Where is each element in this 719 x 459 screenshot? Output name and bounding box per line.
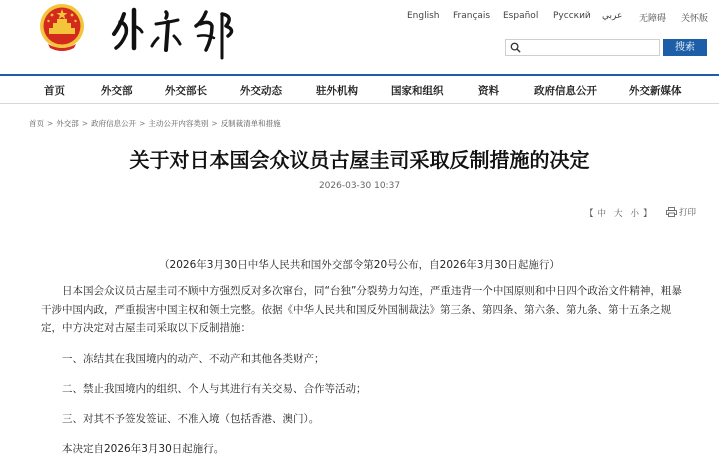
print-label: 打印 (679, 208, 697, 218)
article-subtitle: （2026年3月30日中华人民共和国外交部令第20号公布，自2026年3月30日起施行） (159, 259, 560, 271)
breadcrumb (29, 118, 281, 129)
print-button[interactable] (666, 206, 696, 218)
nav-home[interactable]: 首页 (44, 85, 65, 97)
lang-english[interactable]: English (407, 11, 440, 21)
font-size-small[interactable]: 小 (630, 209, 640, 219)
accessibility-link[interactable]: 无障碍 (639, 14, 667, 24)
breadcrumb-sanctions[interactable]: 反制裁清单和措施 (220, 119, 281, 128)
measure-item-2: 二、禁止我国境内的组织、个人与其进行有关交易、合作等活动； (62, 383, 367, 395)
main-nav (0, 74, 719, 104)
measure-item-1: 一、冻结其在我国境内的动产、不动产和其他各类财产； (62, 353, 325, 365)
lang-french[interactable]: Français (453, 11, 491, 21)
site-header (0, 0, 719, 68)
nav-missions-abroad[interactable]: 驻外机构 (316, 85, 358, 97)
nav-new-media[interactable]: 外交新媒体 (629, 85, 682, 97)
language-bar (400, 11, 711, 25)
nav-ministry[interactable]: 外交部 (101, 85, 133, 97)
breadcrumb-separator: > (47, 119, 54, 128)
lang-spanish[interactable]: Español (503, 11, 539, 21)
nav-resources[interactable]: 资料 (478, 85, 499, 97)
measure-item-3: 三、对其不予签发签证、不准入境（包括香港、澳门）。 (62, 413, 320, 425)
bracket-close: 】 (643, 209, 652, 219)
printer-icon (666, 207, 677, 217)
nav-gov-info[interactable]: 政府信息公开 (534, 85, 597, 97)
font-size-controls (585, 207, 652, 219)
article-closing: 本决定自2026年3月30日起施行。 (62, 443, 225, 455)
breadcrumb-separator: > (211, 119, 218, 128)
article-intro-paragraph: 日本国会众议员古屋圭司不顾中方强烈反对多次窜台，同“台独”分裂势力勾连，严重违背一个中国原则和中日四个政治文件精神，粗暴干涉中国内政，严重损害中国主权和领土完整。依据《中华人民共和国反外国制裁法》第三条、第四条、第六条、第九条、第十五条之规定，中方决定对古屋圭司采取以下反制措施： (41, 285, 682, 334)
breadcrumb-ministry[interactable]: 外交部 (56, 119, 79, 128)
font-size-medium[interactable]: 中 (597, 209, 607, 219)
search-button[interactable]: 搜索 (663, 39, 707, 56)
breadcrumb-separator: > (139, 119, 146, 128)
article-date: 2026-03-30 10:37 (318, 181, 401, 191)
breadcrumb-category[interactable]: 主动公开内容类别 (148, 119, 209, 128)
lang-arabic[interactable]: عربي (602, 11, 623, 21)
breadcrumb-gov-info[interactable]: 政府信息公开 (91, 119, 137, 128)
search-box (505, 39, 660, 56)
nav-diplomatic-news[interactable]: 外交动态 (240, 85, 282, 97)
article-title: 关于对日本国会众议员古屋圭司采取反制措施的决定 (129, 148, 590, 172)
font-size-large[interactable]: 大 (614, 209, 623, 219)
search-icon (510, 42, 521, 53)
breadcrumb-separator: > (81, 119, 89, 128)
bracket-open: 【 (585, 209, 594, 219)
lang-russian[interactable]: Русский (553, 11, 591, 21)
nav-countries-orgs[interactable]: 国家和组织 (391, 85, 444, 97)
ministry-calligraphy-logo[interactable] (108, 4, 246, 60)
nav-minister[interactable]: 外交部长 (165, 85, 207, 97)
national-emblem-logo[interactable] (38, 2, 86, 54)
search-input[interactable] (524, 40, 656, 55)
breadcrumb-home[interactable]: 首页 (29, 119, 44, 128)
elderly-care-link[interactable]: 关怀版 (681, 14, 709, 24)
